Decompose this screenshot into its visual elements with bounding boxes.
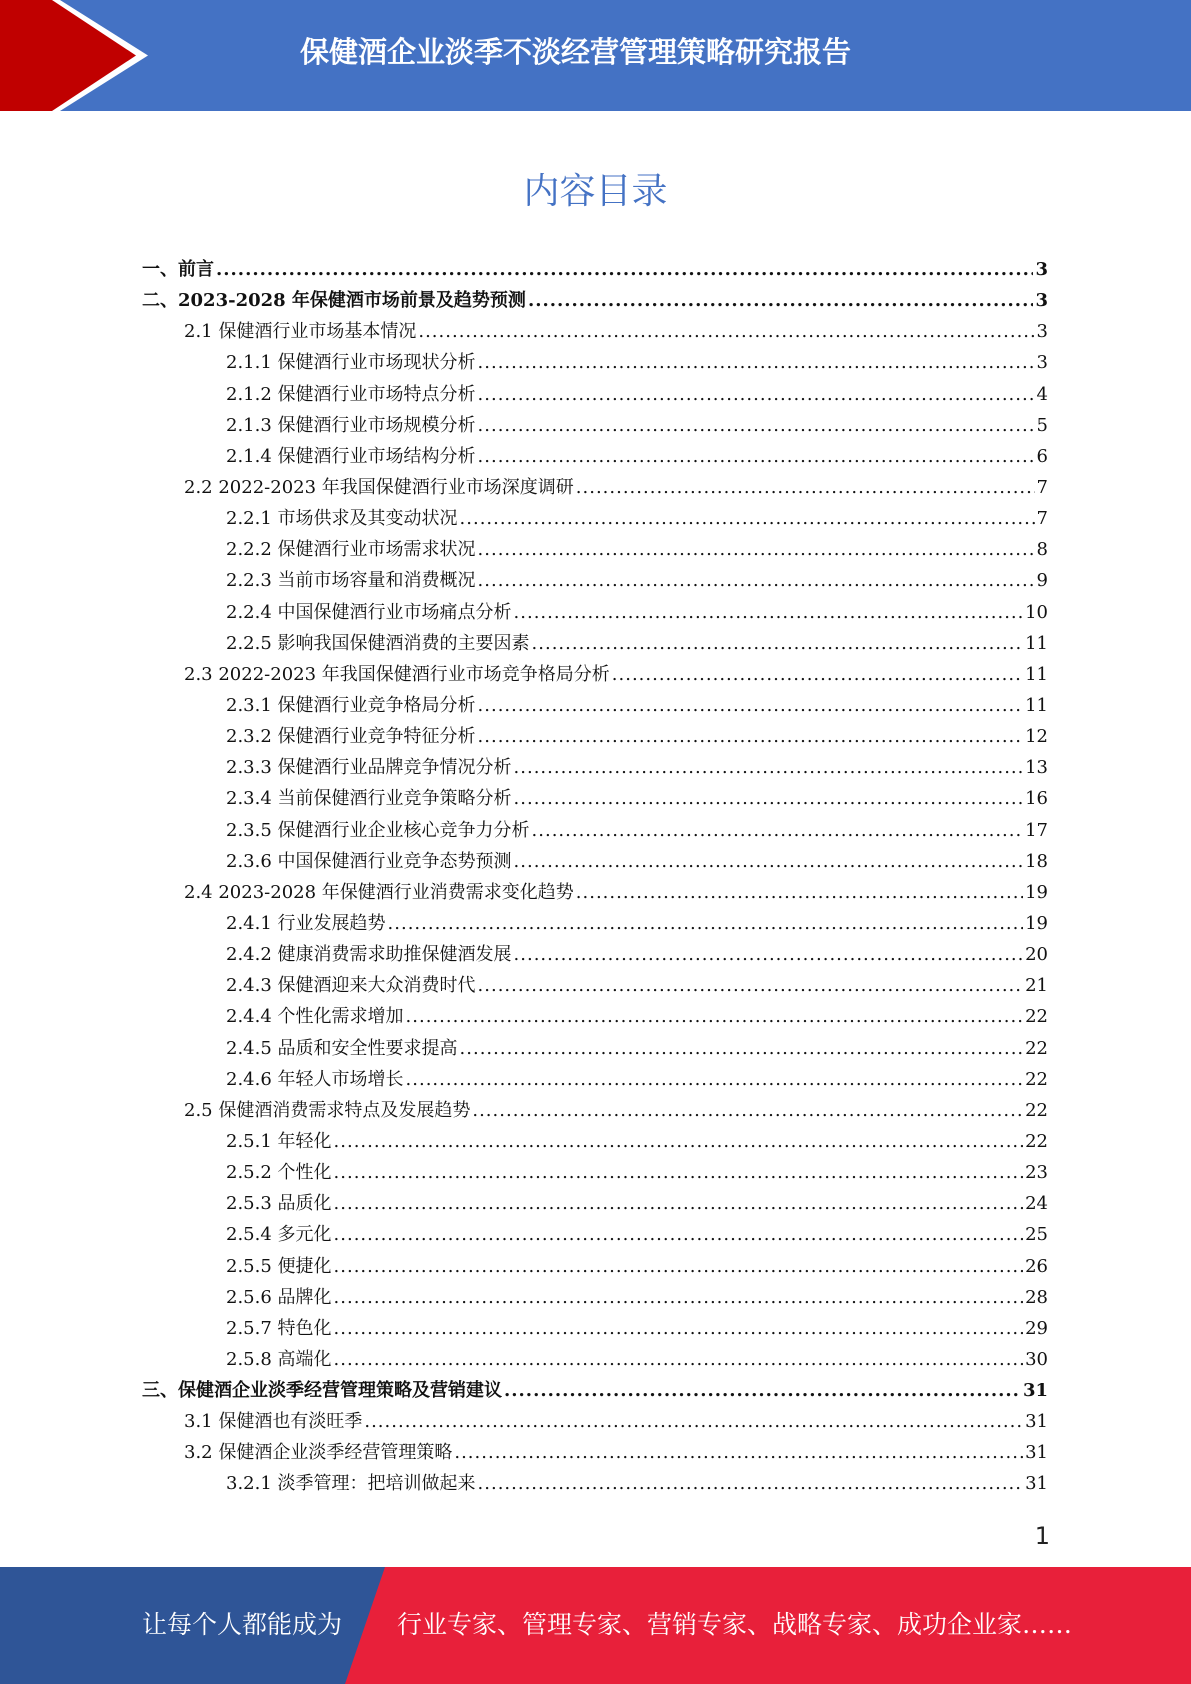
toc-entry-page: 22 <box>1025 1006 1048 1028</box>
toc-entry-label: 2.3.5 保健酒行业企业核心竞争力分析 <box>226 819 530 841</box>
toc-dot-leader <box>504 1375 1021 1406</box>
toc-entry-label: 3.2.1 淡季管理：把培训做起来 <box>226 1473 476 1495</box>
report-title: 保健酒企业淡季不淡经营管理策略研究报告 <box>300 35 852 69</box>
toc-dot-leader <box>514 939 1024 970</box>
toc-entry[interactable] <box>142 1282 1048 1313</box>
toc-entry-label: 2.1.4 保健酒行业市场结构分析 <box>226 445 476 467</box>
toc-entry-page: 11 <box>1025 694 1048 716</box>
toc-entry-page: 5 <box>1036 414 1048 436</box>
toc-dot-leader <box>388 908 1024 939</box>
toc-dot-leader <box>460 503 1035 534</box>
toc-entry-page: 3 <box>1035 290 1048 312</box>
footer-slogan-right: 行业专家、管理专家、营销专家、战略专家、成功企业家…… <box>397 1610 1073 1639</box>
toc-entry[interactable] <box>142 1406 1048 1437</box>
toc-dot-leader <box>460 1033 1024 1064</box>
toc-entry-page: 28 <box>1025 1286 1048 1308</box>
toc-entry-page: 22 <box>1025 1068 1048 1090</box>
toc-entry[interactable] <box>142 565 1048 596</box>
toc-entry-label: 2.5.4 多元化 <box>226 1224 332 1246</box>
toc-dot-leader <box>478 1468 1024 1499</box>
toc-entry-label: 2.5.7 特色化 <box>226 1317 332 1339</box>
toc-entry[interactable] <box>142 347 1048 378</box>
toc-dot-leader <box>478 690 1024 721</box>
toc-entry-label: 二、2023-2028 年保健酒市场前景及趋势预测 <box>142 290 526 312</box>
toc-entry[interactable] <box>142 783 1048 814</box>
toc-entry-label: 2.2 2022-2023 年我国保健酒行业市场深度调研 <box>184 476 574 498</box>
toc-entry[interactable] <box>142 908 1048 939</box>
toc-entry[interactable] <box>142 970 1048 1001</box>
table-of-contents <box>142 254 1048 1500</box>
toc-entry[interactable] <box>142 597 1048 628</box>
toc-entry-page: 13 <box>1025 757 1048 779</box>
toc-entry-page: 6 <box>1036 445 1048 467</box>
toc-entry-page: 22 <box>1025 1130 1048 1152</box>
toc-entry[interactable] <box>142 721 1048 752</box>
page-footer <box>0 1567 1191 1684</box>
toc-entry[interactable] <box>142 939 1048 970</box>
toc-entry-page: 7 <box>1036 508 1048 530</box>
toc-dot-leader <box>532 628 1024 659</box>
toc-entry[interactable] <box>142 628 1048 659</box>
toc-dot-leader <box>528 285 1034 316</box>
toc-entry[interactable] <box>142 1001 1048 1032</box>
toc-entry[interactable] <box>142 534 1048 565</box>
toc-dot-leader <box>478 721 1024 752</box>
toc-dot-leader <box>418 316 1034 347</box>
toc-entry-page: 22 <box>1025 1099 1048 1121</box>
toc-entry-label: 2.4.2 健康消费需求助推保健酒发展 <box>226 944 512 966</box>
toc-entry-label: 2.5.8 高端化 <box>226 1348 332 1370</box>
toc-entry-label: 2.3.6 中国保健酒行业竞争态势预测 <box>226 850 512 872</box>
toc-entry-page: 26 <box>1025 1255 1048 1277</box>
toc-entry-page: 29 <box>1025 1317 1048 1339</box>
toc-entry[interactable] <box>142 1126 1048 1157</box>
toc-entry[interactable] <box>142 441 1048 472</box>
toc-entry-label: 2.1.2 保健酒行业市场特点分析 <box>226 383 476 405</box>
toc-dot-leader <box>472 1095 1023 1126</box>
toc-entry-label: 2.2.5 影响我国保健酒消费的主要因素 <box>226 632 530 654</box>
toc-entry-page: 7 <box>1036 476 1048 498</box>
toc-entry-page: 25 <box>1025 1224 1048 1246</box>
toc-heading: 内容目录 <box>523 171 668 212</box>
toc-entry-page: 31 <box>1025 1442 1048 1464</box>
toc-dot-leader <box>478 347 1035 378</box>
toc-entry-label: 2.2.2 保健酒行业市场需求状况 <box>226 539 476 561</box>
toc-entry-label: 2.5.2 个性化 <box>226 1162 332 1184</box>
toc-entry-label: 2.2.1 市场供求及其变动状况 <box>226 508 458 530</box>
toc-entry[interactable] <box>142 1313 1048 1344</box>
toc-dot-leader <box>334 1313 1024 1344</box>
toc-entry-page: 31 <box>1022 1380 1048 1402</box>
toc-entry-page: 23 <box>1025 1162 1048 1184</box>
toc-entry-label: 2.1.3 保健酒行业市场规模分析 <box>226 414 476 436</box>
toc-entry-page: 31 <box>1025 1411 1048 1433</box>
toc-entry-page: 8 <box>1036 539 1048 561</box>
toc-dot-leader <box>478 534 1035 565</box>
toc-dot-leader <box>334 1126 1024 1157</box>
toc-entry-label: 2.5.1 年轻化 <box>226 1130 332 1152</box>
toc-entry-label: 2.5.3 品质化 <box>226 1193 332 1215</box>
toc-entry[interactable] <box>142 1375 1048 1406</box>
toc-entry[interactable] <box>142 379 1048 410</box>
toc-dot-leader <box>514 783 1024 814</box>
toc-dot-leader <box>216 254 1033 285</box>
toc-dot-leader <box>576 877 1023 908</box>
toc-entry-label: 2.2.3 当前市场容量和消费概况 <box>226 570 476 592</box>
toc-dot-leader <box>334 1219 1024 1250</box>
toc-entry[interactable] <box>142 316 1048 347</box>
toc-entry-page: 3 <box>1035 259 1048 280</box>
toc-entry-label: 三、保健酒企业淡季经营管理策略及营销建议 <box>142 1380 502 1402</box>
toc-entry-page: 20 <box>1025 944 1048 966</box>
toc-entry-label: 2.4.6 年轻人市场增长 <box>226 1068 404 1090</box>
toc-dot-leader <box>406 1001 1024 1032</box>
toc-entry-label: 2.1.1 保健酒行业市场现状分析 <box>226 352 476 374</box>
toc-entry-label: 2.4.1 行业发展趋势 <box>226 912 386 934</box>
toc-entry[interactable] <box>142 690 1048 721</box>
toc-entry-page: 24 <box>1025 1193 1048 1215</box>
toc-entry[interactable] <box>142 1251 1048 1282</box>
toc-entry-page: 19 <box>1025 912 1048 934</box>
toc-entry-label: 2.3.3 保健酒行业品牌竞争情况分析 <box>226 757 512 779</box>
toc-entry[interactable] <box>142 1188 1048 1219</box>
toc-entry-label: 2.3.2 保健酒行业竞争特征分析 <box>226 726 476 748</box>
toc-entry[interactable] <box>142 472 1048 503</box>
toc-entry-label: 2.4.5 品质和安全性要求提高 <box>226 1037 458 1059</box>
footer-slogan-left: 让每个人都能成为 <box>142 1610 343 1639</box>
toc-entry-page: 3 <box>1036 352 1048 374</box>
toc-entry[interactable] <box>142 1437 1048 1468</box>
toc-entry-page: 19 <box>1025 881 1048 903</box>
toc-dot-leader <box>478 970 1024 1001</box>
toc-entry-page: 18 <box>1025 850 1048 872</box>
toc-entry[interactable] <box>142 1344 1048 1375</box>
toc-dot-leader <box>406 1064 1024 1095</box>
toc-dot-leader <box>532 815 1024 846</box>
toc-entry[interactable] <box>142 752 1048 783</box>
toc-dot-leader <box>514 597 1024 628</box>
toc-entry-label: 2.5.6 品牌化 <box>226 1286 332 1308</box>
toc-entry-page: 11 <box>1025 632 1048 654</box>
toc-entry-label: 2.2.4 中国保健酒行业市场痛点分析 <box>226 601 512 623</box>
toc-entry-page: 9 <box>1036 570 1048 592</box>
toc-entry-label: 2.3.1 保健酒行业竞争格局分析 <box>226 694 476 716</box>
toc-entry-label: 2.4.4 个性化需求增加 <box>226 1006 404 1028</box>
toc-entry-page: 17 <box>1025 819 1048 841</box>
toc-entry[interactable] <box>142 1064 1048 1095</box>
toc-entry[interactable] <box>142 659 1048 690</box>
toc-entry[interactable] <box>142 254 1048 285</box>
header-arrow-decoration <box>0 0 160 111</box>
toc-entry-page: 22 <box>1025 1037 1048 1059</box>
toc-entry-page: 11 <box>1025 663 1048 685</box>
toc-entry[interactable] <box>142 1468 1048 1499</box>
toc-entry[interactable] <box>142 815 1048 846</box>
toc-entry-page: 10 <box>1025 601 1048 623</box>
toc-entry-page: 21 <box>1025 975 1048 997</box>
toc-dot-leader <box>334 1188 1024 1219</box>
toc-entry[interactable] <box>142 846 1048 877</box>
toc-entry[interactable] <box>142 503 1048 534</box>
toc-entry-label: 3.2 保健酒企业淡季经营管理策略 <box>184 1442 453 1464</box>
toc-entry-label: 一、前言 <box>142 259 214 280</box>
toc-entry-label: 2.3.4 当前保健酒行业竞争策略分析 <box>226 788 512 810</box>
toc-entry[interactable] <box>142 285 1048 316</box>
toc-entry[interactable] <box>142 1033 1048 1064</box>
toc-dot-leader <box>334 1157 1024 1188</box>
toc-entry-page: 31 <box>1025 1473 1048 1495</box>
toc-entry[interactable] <box>142 1219 1048 1250</box>
toc-entry-page: 3 <box>1036 321 1048 343</box>
toc-entry-label: 2.5.5 便捷化 <box>226 1255 332 1277</box>
toc-entry-page: 16 <box>1025 788 1048 810</box>
toc-dot-leader <box>334 1251 1024 1282</box>
toc-dot-leader <box>334 1282 1024 1313</box>
toc-dot-leader <box>514 846 1024 877</box>
toc-entry-label: 2.4 2023-2028 年保健酒行业消费需求变化趋势 <box>184 881 574 903</box>
toc-entry-page: 12 <box>1025 726 1048 748</box>
toc-entry-label: 2.5 保健酒消费需求特点及发展趋势 <box>184 1099 471 1121</box>
toc-entry[interactable] <box>142 410 1048 441</box>
toc-entry-label: 2.4.3 保健酒迎来大众消费时代 <box>226 975 476 997</box>
toc-dot-leader <box>612 659 1023 690</box>
toc-entry-label: 2.3 2022-2023 年我国保健酒行业市场竞争格局分析 <box>184 663 610 685</box>
toc-dot-leader <box>478 441 1035 472</box>
toc-entry-label: 3.1 保健酒也有淡旺季 <box>184 1411 363 1433</box>
page-header <box>0 0 1191 111</box>
toc-entry-page: 4 <box>1036 383 1048 405</box>
page-number: 1 <box>1034 1522 1050 1550</box>
toc-entry-page: 30 <box>1025 1348 1048 1370</box>
toc-dot-leader <box>478 379 1035 410</box>
toc-entry[interactable] <box>142 877 1048 908</box>
toc-dot-leader <box>454 1437 1023 1468</box>
toc-entry[interactable] <box>142 1157 1048 1188</box>
toc-dot-leader <box>478 565 1035 596</box>
toc-dot-leader <box>514 752 1024 783</box>
toc-entry[interactable] <box>142 1095 1048 1126</box>
toc-dot-leader <box>478 410 1035 441</box>
toc-dot-leader <box>364 1406 1023 1437</box>
toc-entry-label: 2.1 保健酒行业市场基本情况 <box>184 321 417 343</box>
toc-dot-leader <box>334 1344 1024 1375</box>
toc-dot-leader <box>576 472 1035 503</box>
